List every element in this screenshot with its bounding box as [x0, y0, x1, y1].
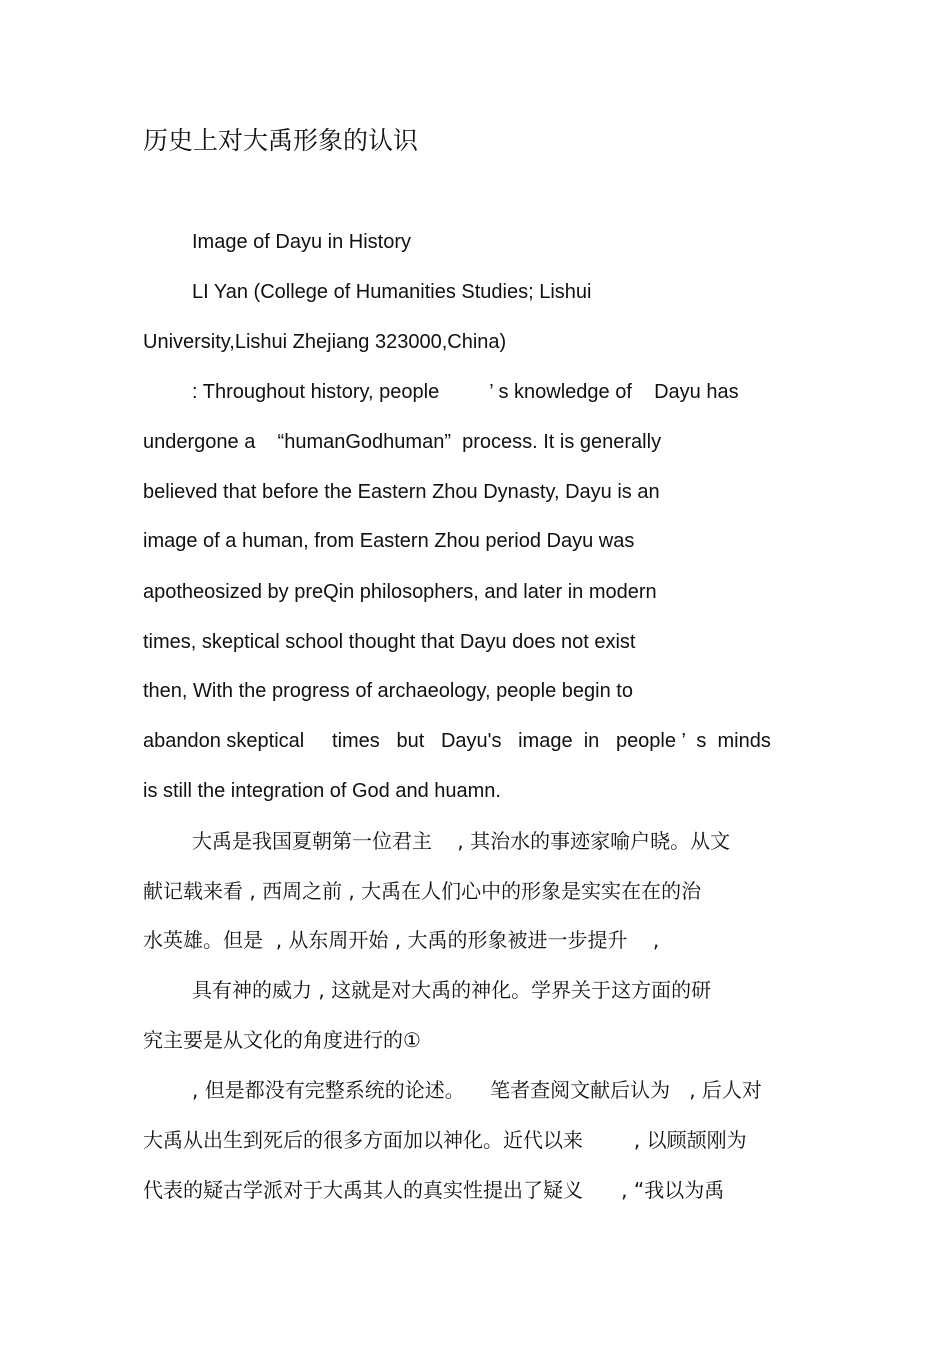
abstract-line: times, skeptical school thought that Dayu does not exist — [143, 631, 636, 653]
author-line-2: University,Lishui Zhejiang 323000,China) — [143, 331, 507, 353]
body-line: 大禹是我国夏朝第一位君主 , 其治水的事迹家喻户晓。从文 — [192, 829, 731, 853]
body-line: 献记载来看 , 西周之前 , 大禹在人们心中的形象是实实在在的治 — [143, 879, 702, 903]
body-line: , 但是都没有完整系统的论述。 笔者查阅文献后认为 , 后人对 — [192, 1078, 762, 1102]
abstract-line: : Throughout history, people ’ s knowledge of Dayu has — [192, 381, 739, 403]
english-title: Image of Dayu in History — [192, 231, 411, 253]
abstract-line: then, With the progress of archaeology, people begin to — [143, 680, 633, 702]
body-line: 代表的疑古学派对于大禹其人的真实性提出了疑义 , “我以为禹 — [143, 1178, 725, 1202]
body-line: 大禹从出生到死后的很多方面加以神化。近代以来 , 以顾颉刚为 — [143, 1128, 747, 1152]
abstract-line: undergone a “humanGodhuman” process. It is generally — [143, 431, 662, 453]
document-title: 历史上对大禹形象的认识 — [143, 126, 419, 155]
abstract-line: apotheosized by preQin philosophers, and later in modern — [143, 581, 657, 603]
abstract-line: believed that before the Eastern Zhou Dynasty, Dayu is an — [143, 481, 660, 503]
body-line: 具有神的威力 , 这就是对大禹的神化。学界关于这方面的研 — [192, 978, 712, 1002]
abstract-line: abandon skeptical times but Dayu's image in people ’ s minds — [143, 730, 771, 752]
body-line: 水英雄。但是 , 从东周开始 , 大禹的形象被进一步提升 , — [143, 928, 660, 952]
abstract-line: is still the integration of God and huamn. — [143, 780, 501, 802]
author-line-1: LI Yan (College of Humanities Studies; Lishui — [192, 281, 592, 303]
body-line: 究主要是从文化的角度进行的① — [143, 1028, 421, 1052]
abstract-line: image of a human, from Eastern Zhou period Dayu was — [143, 530, 635, 552]
